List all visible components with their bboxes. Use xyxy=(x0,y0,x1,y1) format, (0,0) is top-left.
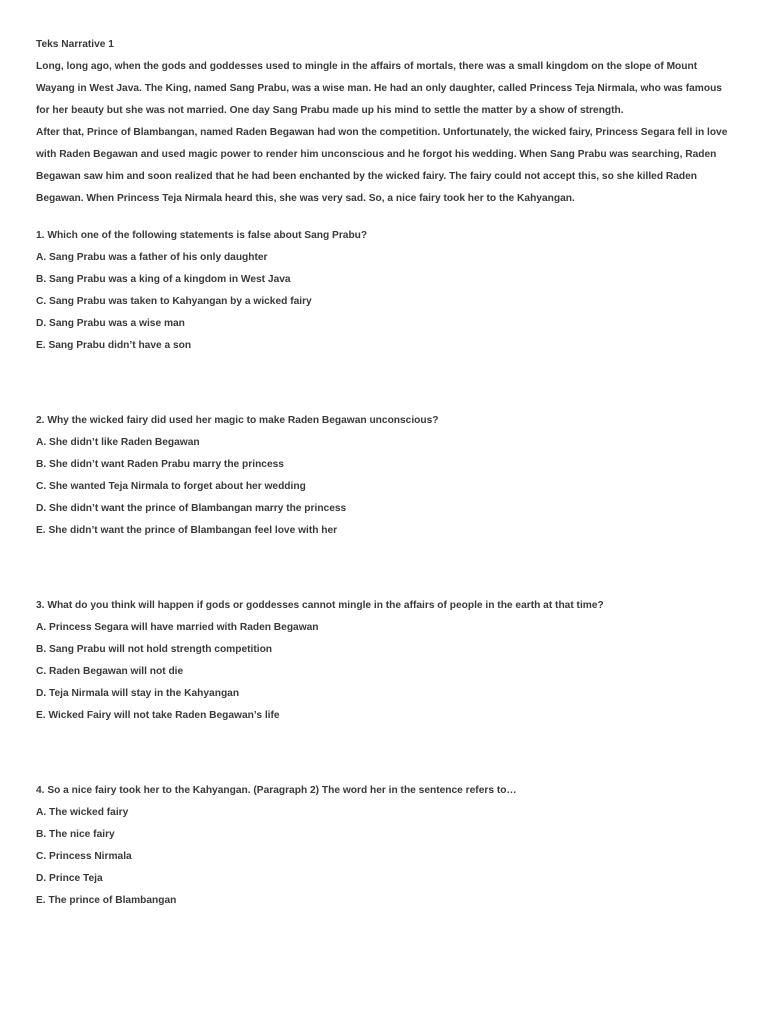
question-block-1 xyxy=(36,225,736,357)
question-4-option-d: D. Prince Teja xyxy=(36,873,103,884)
question-4-option-e: E. The prince of Blambangan xyxy=(36,895,177,906)
question-block-3 xyxy=(36,595,736,727)
question-2-option-c: C. She wanted Teja Nirmala to forget about her wedding xyxy=(36,481,306,492)
question-2-option-b: B. She didn’t want Raden Prabu marry the princess xyxy=(36,459,284,470)
question-2-option-e: E. She didn’t want the prince of Blambangan feel love with her xyxy=(36,525,338,536)
question-2-option-a: A. She didn’t like Raden Begawan xyxy=(36,437,200,448)
question-4-option-c: C. Princess Nirmala xyxy=(36,851,132,862)
question-1-option-b: B. Sang Prabu was a king of a kingdom in West Java xyxy=(36,274,291,285)
question-3-option-a: A. Princess Segara will have married with Raden Begawan xyxy=(36,622,319,633)
question-3-option-d: D. Teja Nirmala will stay in the Kahyangan xyxy=(36,688,240,699)
document-page xyxy=(36,34,736,912)
question-block-2 xyxy=(36,410,736,542)
question-block-4 xyxy=(36,780,736,912)
question-1-option-a: A. Sang Prabu was a father of his only daughter xyxy=(36,252,268,263)
question-4-option-b: B. The nice fairy xyxy=(36,829,115,840)
question-1-option-c: C. Sang Prabu was taken to Kahyangan by a wicked fairy xyxy=(36,296,312,307)
paragraph-2: After that, Prince of Blambangan, named Raden Begawan had won the competition. Unfortunately, the wicked fairy, Princess Segara fell in love with Raden Begawan and used magic power to render him unconscious and he forgot his wedding. When Sang Prabu was searching, Raden Begawan saw him and soon realized that he had been enchanted by the wicked fairy. The fairy could not accept this, so she killed Raden Begawan. When Princess Teja Nirmala heard this, she was very sad. So, a nice fairy took her to the Kahyangan. xyxy=(36,127,728,204)
question-1-option-e: E. Sang Prabu didn’t have a son xyxy=(36,340,192,351)
question-3-option-b: B. Sang Prabu will not hold strength competition xyxy=(36,644,273,655)
question-1-option-d: D. Sang Prabu was a wise man xyxy=(36,318,185,329)
question-3-text: 3. What do you think will happen if gods or goddesses cannot mingle in the affairs of people in the earth at that time? xyxy=(36,600,604,611)
question-2-text: 2. Why the wicked fairy did used her magic to make Raden Begawan unconscious? xyxy=(36,415,439,426)
paragraph-1: Long, long ago, when the gods and goddesses used to mingle in the affairs of mortals, there was a small kingdom on the slope of Mount Wayang in West Java. The King, named Sang Prabu, was a wise man. He had an only daughter, called Princess Teja Nirmala, who was famous for her beauty but she was not married. One day Sang Prabu made up his mind to settle the matter by a show of strength. xyxy=(36,61,722,116)
question-2-option-d: D. She didn’t want the prince of Blambangan marry the princess xyxy=(36,503,347,514)
question-1-text: 1. Which one of the following statements is false about Sang Prabu? xyxy=(36,230,368,241)
document-title: Teks Narrative 1 xyxy=(36,39,114,50)
question-3-option-e: E. Wicked Fairy will not take Raden Begawan’s life xyxy=(36,710,280,721)
question-4-text: 4. So a nice fairy took her to the Kahyangan. (Paragraph 2) The word her in the sentence refers to… xyxy=(36,785,517,796)
question-3-option-c: C. Raden Begawan will not die xyxy=(36,666,184,677)
question-4-option-a: A. The wicked fairy xyxy=(36,807,129,818)
